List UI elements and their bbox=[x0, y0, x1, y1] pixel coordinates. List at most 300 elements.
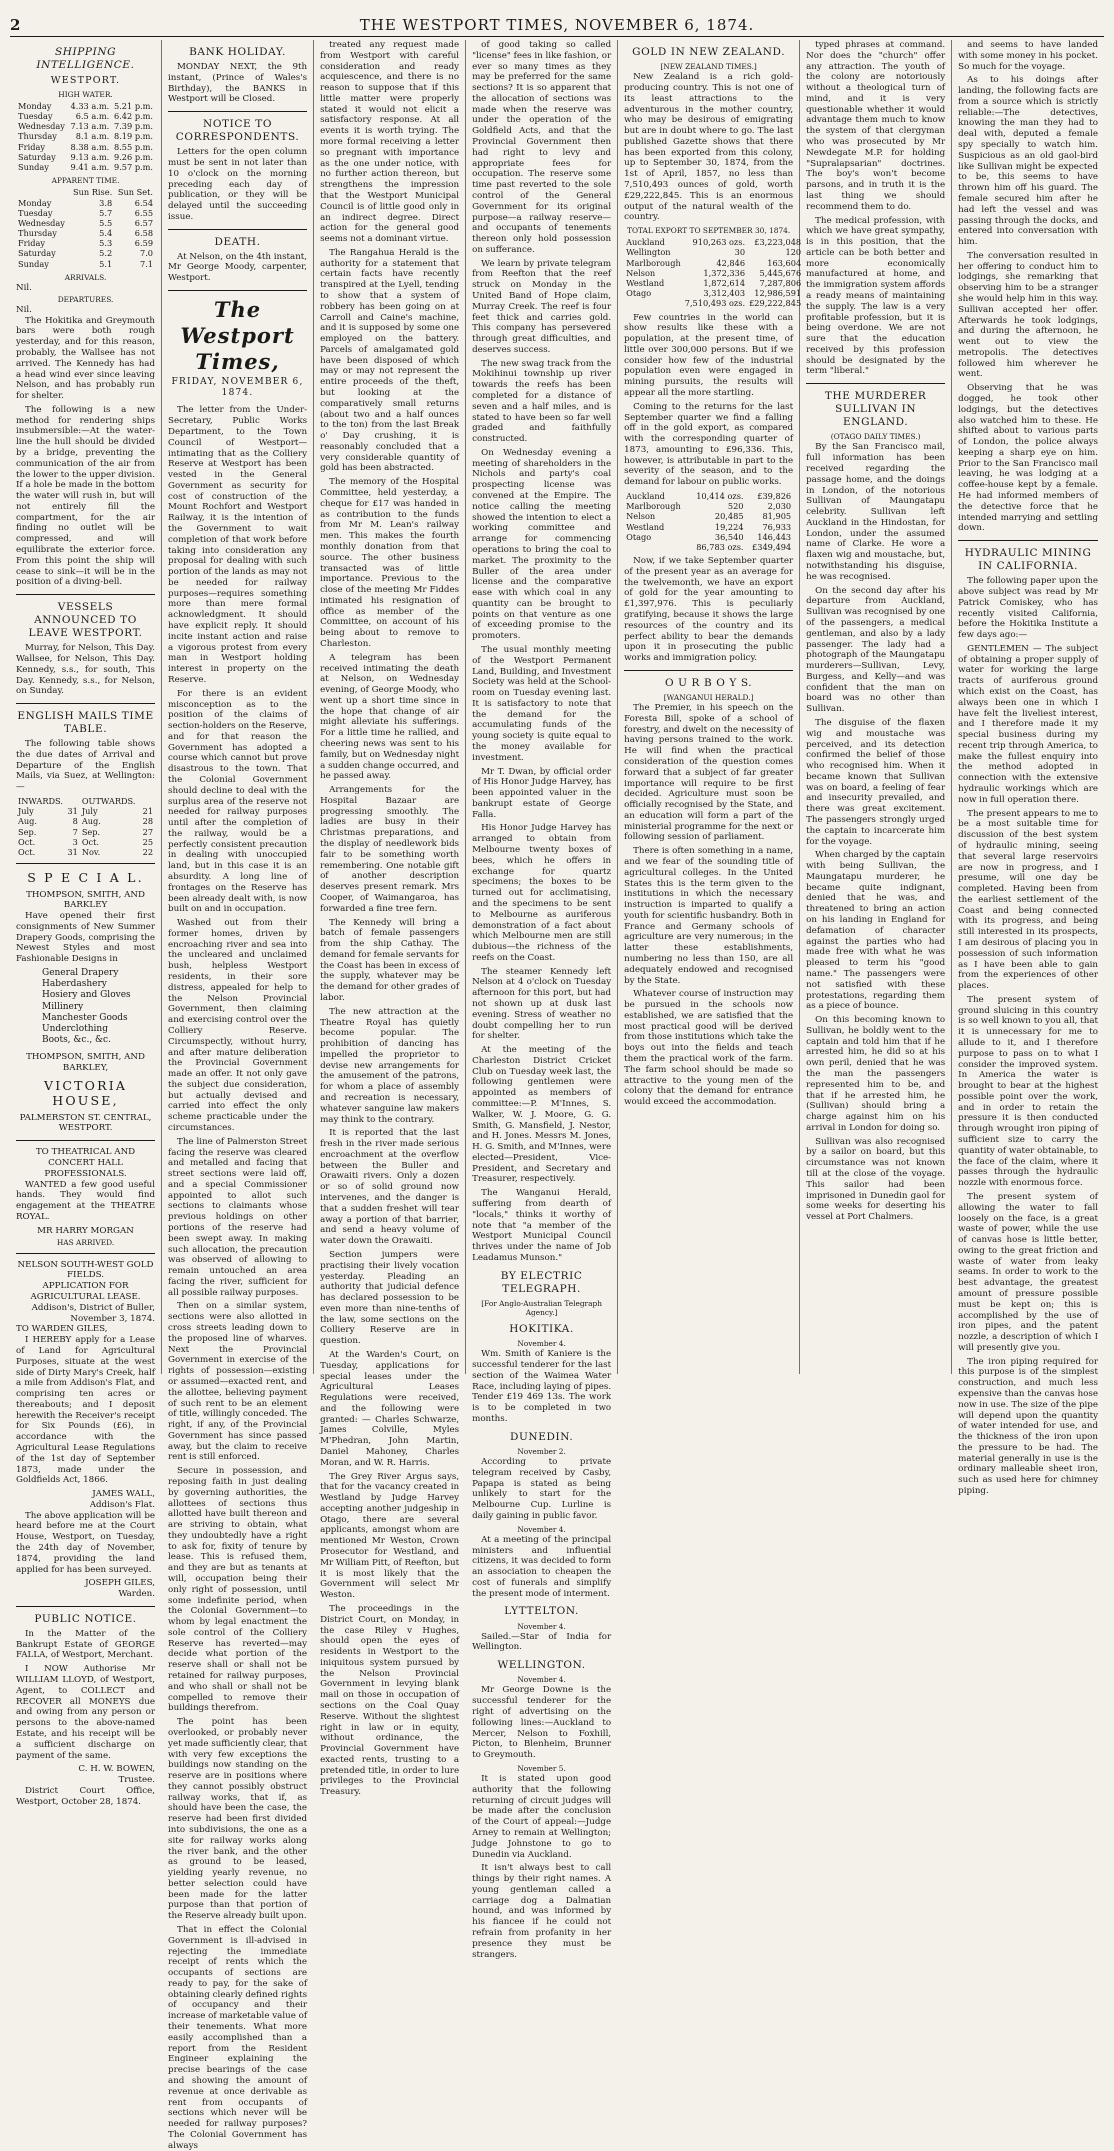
total-export-label: TOTAL EXPORT TO SEPTEMBER 30, 1874. bbox=[627, 226, 791, 236]
james-wall: JAMES WALL, bbox=[92, 1489, 156, 1500]
paragraph: The Rangahua Herald is the authority for a statement that certain facts have recently transpired at the Lyell, tending to show that a system of robbery has been going on at Carroll and Caine's machine, and it is supposed by some one employed on the battery. Parcels of amalgamated gold have been disposed of which may or may not represent the entire proceeds of the theft, but looking at the comparatively small returns (about two and a half ounces to the ton) from the last Break o' Day crushing, it is reasonably concluded that a very considerable quantity of gold has been abstracted. bbox=[320, 247, 460, 474]
paragraph: The point has been overlooked, or probably never yet made sufficiently clear, that with very few exceptions the buildings now standing on the reserve are in positions where they cannot possibly obstruct railway works, that if, as should have been the case, the reserve had been first divided into subdivisions, the one as a site for railway works along the river bank, and the other as ground to be leased, yielding yearly revenue, no better selection could have been made for the latter purpose than that portion of the Reserve already built upon. bbox=[168, 1717, 308, 1922]
column-header: INWARDS. bbox=[18, 796, 63, 807]
table-cell: Oct. bbox=[18, 846, 36, 857]
table-cell: July bbox=[18, 806, 34, 817]
sullivan-continued-1: and seems to have landed with some money in his pocket. So much for the voyage. bbox=[958, 40, 1099, 72]
table-cell: 9.13 a.m. bbox=[70, 151, 110, 162]
divider bbox=[168, 290, 307, 291]
table-cell: 120 bbox=[785, 247, 802, 258]
column-3 bbox=[314, 40, 466, 1798]
table-row bbox=[624, 237, 803, 247]
table-row bbox=[16, 101, 155, 111]
table-cell: Tuesday bbox=[18, 111, 53, 122]
gold-para-1: New Zealand is a rich gold-producing country. This is not one of its least attractions to the adventurous in the mother country, who may be desirous of emigrating but are in doubt where to go. The last published Gazette shows that there has been exported from this colony, up to September 30, 1874, from the 1st of April, 1857, no less than 7,510,493 ounces of gold, worth £29,222,845. This is an enormous output of the natural wealth of the country. bbox=[624, 72, 794, 223]
paragraph: The Grey River Argus says, that for the vacancy created in Westland by Judge Harvey accepting another judgeship in Otago, there are several applicants, amongst whom are mentioned Mr Weston, Crown Prosecutor for Westland, and Mr William Pitt, of Reefton, but it is most likely that the Government will select Mr Weston. bbox=[320, 1471, 460, 1601]
paragraph: treated any request made from Westport with careful consideration and ready acquiescence, and there is no reason to suppose that if this little matter were properly stated it would not elicit a satisfactory response. At all events it is worth trying. The more formal receiving a letter so pregnant with importance as the one under notice, with no further action thereon, but strengthens the impression that the Westport Municipal Council is of little good only in an indirect degree. Direct action for the general good seems not a dominant virtue. bbox=[320, 40, 460, 245]
addison-date: Addison's, District of Buller, November 3, 1874. bbox=[31, 1302, 156, 1324]
paragraph: The line of Palmerston Street facing the reserve was cleared and metalled and facing that street sections were laid off, and a special Commissioner appointed to allot such sections to claimants whose previous holdings on other portions of the reserve had been swept away. In making such allocation, the precaution was observed of allowing to remain untouched an area facing the river, sufficient for all possible railway purposes. bbox=[168, 1136, 308, 1298]
paragraph: The Wanganui Herald, suffering from dearth of "locals," thinks it worthy of note that "a member of the Westport Municipal Council thrives under the name of Job Leadamus Munson." bbox=[472, 1188, 612, 1263]
divider bbox=[16, 703, 155, 704]
trustee-title: Trustee. bbox=[118, 1775, 156, 1786]
bank-holiday-para: MONDAY NEXT, the 9th instant, (Prince of Wales's Birthday), the BANKS in Westport will be Closed. bbox=[168, 62, 308, 105]
table-cell: 7 bbox=[72, 826, 78, 837]
column-1 bbox=[10, 40, 162, 1807]
westport-subhead: WESTPORT. bbox=[50, 75, 121, 87]
departures-nil: Nil. bbox=[16, 304, 32, 315]
hydraulic-heading: HYDRAULIC MINING IN CALIFORNIA. bbox=[964, 547, 1092, 573]
table-row bbox=[16, 806, 155, 816]
table-cell: 8 bbox=[72, 816, 78, 827]
hydraulic-para-4: The present system of ground sluicing in this country is so well known to you all, that it is unnecessary for me to allude to it, and I therefore purpose to pass on to what I consider the improved system. In America the water is brought to bear at the highest possible point over the work, and in order to retain the pressure it is then conducted through wrought iron piping of sufficient size to carry the quantity of water obtainable, to the face of the claim, where it passes through the hydraulic nozzle with enormous force. bbox=[958, 994, 1099, 1189]
paragraph: The new swag track from the Mokihinui township up river towards the reefs has been completed for a distance of seven and a half miles, and is stated to have been so far well graded and faithfully constructed. bbox=[472, 358, 612, 445]
paragraph: We learn by private telegram from Reefton that the reef struck on Monday in the United Band of Hope claim, Murray Creek. The reef is four feet thick and carries gold. This company has persevered through great difficulties, and deserves success. bbox=[472, 258, 612, 355]
paragraph: Wm. Smith of Kaniere is the successful tenderer for the last section of the Waimea Water Race, including laying of pipes. Tender £19 469 13s. The work is to be completed in two months. bbox=[472, 1349, 612, 1424]
our-boys-heading: O U R B O Y S. bbox=[665, 676, 753, 689]
news-telegraph bbox=[472, 40, 611, 1960]
tsb-name-1: THOMPSON, SMITH, AND BARKLEY bbox=[26, 889, 145, 911]
table-row bbox=[624, 278, 803, 288]
shipping-para-2: The following is a new method for rendering ships insubmersible:—At the water-line the hull should be divided by a bridge, preventing the communication of the air from the lower to the upper division. If a hole be made in the bottom the water will rush in, but will not entirely fill the compartment, for the air finding no outlet will be compressed, and will equilibrate the exterior force. From this point the ship will cease to sink—it will be in the position of a diving-bell. bbox=[16, 404, 156, 588]
hydraulic-para-2: GENTLEMEN — The subject of obtaining a proper supply of water for working the large tracts of auriferous ground which exist on the Coast, has always been one in which I have felt the liveliest interest, and I therefore made it my special business during my recent trip through America, to make the fullest enquiry into the method adopted in connection with the extensive hydraulic workings which are now in full operation there. bbox=[958, 643, 1099, 805]
sullivan-continued-2: As to his doings after landing, the following facts are from a source which is strictly reliable:—The detectives, knowing the man they had to deal with, deputed a female spy specially to watch him. Suspicious as an old gaol-bird like Sullivan might be expected to be, this seems to have thrown him off his guard. The female secured him after he had left the vessel and was passing through the docks, and entered into conversation with him. bbox=[958, 75, 1099, 248]
table-cell: 9.26 p.m. bbox=[113, 151, 154, 162]
divider bbox=[16, 1140, 155, 1141]
column-5 bbox=[618, 40, 800, 1374]
vessels-list: Murray, for Nelson, This Day. Wallsee, for Nelson, This Day. Kennedy, s.s., for south, This Day. Kennedy, s.s., for Nelson, on Sunday. bbox=[16, 643, 156, 697]
table-cell: 30 bbox=[734, 247, 746, 258]
table-cell: Westland bbox=[626, 277, 665, 288]
table-cell bbox=[624, 542, 689, 552]
paragraph: The letter from the Under-Secretary, Public Works Department, to the Town Council of Westport—intimating that as the Colliery Reserve at Westport has been vested in the General Government as security for cost of construction of the Mount Rochfort and Westport Railway, it is the intention of the Government to wait completion of that work before taking into consideration any proposal for dealing with such portion of the lands as may not be needed for railway purposes—requires something more than mere formal acknowledgment. It should have explicit reply. It should incite instant action and raise a vigorous protest from every man in Westport holding interest in property on the Reserve. bbox=[168, 405, 308, 685]
section-heading: LYTTELTON. bbox=[504, 1605, 579, 1618]
list-item: Haberdashery bbox=[42, 979, 107, 990]
table-cell: 5.1 bbox=[99, 258, 113, 269]
table-cell: 3 bbox=[72, 836, 78, 847]
table-cell: 7,510,493 ozs. bbox=[684, 298, 746, 309]
table-cell: Sep. bbox=[18, 826, 37, 837]
table-cell: Friday bbox=[18, 141, 45, 152]
table-header-row bbox=[16, 796, 155, 806]
mails-intro: The following table shows the due dates of Arrival and Departure of the English Mails, via Suez, at Wellington:— bbox=[16, 739, 156, 793]
table-cell: Otago bbox=[626, 531, 652, 542]
paragraph: When charged by the captain with being Sullivan, the Maungatapu murderer, he became quite indignant, denied that he was, and threatened to bring an action on his landing in England for defamation of character against the parties who had made free with what he was pleased to term his "good name." The passengers were not satisfied with these protestations, regarding them as a piece of bounce. bbox=[806, 850, 946, 1012]
table-row bbox=[624, 542, 793, 552]
table-row bbox=[624, 501, 793, 511]
table-cell: 86,783 ozs. bbox=[696, 541, 744, 552]
table-cell: 9.57 p.m. bbox=[113, 162, 154, 172]
table-cell: 76,933 bbox=[762, 521, 792, 532]
table-cell: 5.5 bbox=[99, 217, 113, 228]
paragraph: On Wednesday evening a meeting of shareholders in the Nichols and party's coal prospecting license was convened at the Empire. The notice calling the meeting showed the intention to elect a working committee and arrange for commencing operations to bring the coal to market. The proximity to the Buller of the area under license and the comparative ease with which coal in any quantity can be brought to points on that venture as one of exceeding promise to the promoters. bbox=[472, 447, 612, 642]
section-subhead: November 4. bbox=[517, 1675, 566, 1685]
quarter-table bbox=[624, 491, 793, 552]
paragraph: The Premier, in his speech on the Foresta Bill, spoke of a school of forestry, and dwelt on the necessity of having persons trained to the work. He will find when the practical consideration of the question comes forward that a subject of far greater importance will require to be first decided. Agriculture must soon be officially recognised by the State, and an education will form a part of the ministerial programme for the next or following session of parliament. bbox=[624, 703, 794, 843]
paragraph: Sailed.—Star of India for Wellington. bbox=[472, 1631, 612, 1653]
list-item: Underclothing bbox=[42, 1023, 108, 1034]
table-row bbox=[624, 247, 803, 257]
mails-table bbox=[16, 796, 155, 857]
hydraulic-para-1: The following paper upon the above subject was read by Mr Patrick Comiskey, who has recently visited California, before the Hokitika Institute a few days ago:— bbox=[958, 576, 1099, 641]
table-cell: 3.8 bbox=[99, 197, 113, 208]
table-row bbox=[624, 522, 793, 532]
table-cell: Nov. bbox=[81, 846, 101, 857]
goods-list bbox=[42, 968, 155, 1046]
table-cell: 6.42 p.m. bbox=[113, 111, 154, 122]
paragraph: It is reported that the last fresh in the river made serious encroachment at the overflow between the Buller and Orawaiti rivers. Only a dozen or so of solid ground now intervenes, and the danger is that a sudden freshet will tear away a portion of that barrier, and send a heavy volume of water down the Orawaiti. bbox=[320, 1128, 460, 1247]
column-header: Sun Set. bbox=[117, 187, 154, 198]
table-cell: Nelson bbox=[626, 511, 656, 522]
table-row bbox=[16, 827, 155, 837]
table-cell: 27 bbox=[142, 826, 154, 837]
tsb-name-2: THOMPSON, SMITH, AND BARKLEY, bbox=[26, 1052, 145, 1073]
table-row bbox=[16, 238, 155, 248]
section-heading: BY ELECTRIC TELEGRAPH. bbox=[500, 1269, 583, 1295]
section-subhead: November 5. bbox=[517, 1763, 566, 1773]
table-cell: Auckland bbox=[626, 491, 665, 501]
table-cell: 6.54 bbox=[134, 197, 154, 208]
table-cell bbox=[624, 298, 683, 308]
section-subhead: [For Anglo-Australian Telegraph Agency.] bbox=[481, 1298, 602, 1317]
table-cell: 7.0 bbox=[140, 248, 154, 259]
table-row bbox=[624, 491, 793, 501]
palmerston-address: PALMERSTON ST. CENTRAL, WESTPORT. bbox=[19, 1112, 152, 1134]
table-row bbox=[16, 162, 155, 172]
table-cell: 3,312,403 bbox=[703, 288, 746, 299]
gold-heading: GOLD IN NEW ZEALAND. bbox=[632, 46, 786, 58]
paragraph: Whatever course of instruction may be pursued in the schools now established, we are satisfied that the most practical good will be derived from those institutions which take the boys out into the fields and teach them the practical work of the farm. The farm school should be made so attractive to the young men of the colony that the demand for entrance would exceed the accommodation. bbox=[624, 989, 794, 1108]
paragraph: Sullivan was also recognised by a sailor on board, but this circumstance was not known till at the close of the voyage. This sailor had been imprisoned in Dunedin gaol for some weeks for deserting his vessel at Port Chalmers. bbox=[806, 1136, 946, 1223]
departures-label: DEPARTURES. bbox=[57, 294, 114, 304]
paragraph: The usual monthly meeting of the Westport Permanent Land, Building, and Investment Society was held at the School-room on Tuesday evening last. It is satisfactory to note that the demand for the accumulating funds of the young society is quite equal to the money available for investment. bbox=[472, 644, 612, 763]
bank-holiday-heading: BANK HOLIDAY. bbox=[189, 46, 286, 58]
table-cell: 1,872,614 bbox=[703, 277, 746, 288]
table-row bbox=[624, 268, 803, 278]
table-cell: 31 bbox=[67, 846, 78, 857]
death-heading: DEATH. bbox=[214, 235, 261, 248]
table-cell: 6.57 bbox=[134, 217, 154, 228]
table-row bbox=[624, 288, 803, 298]
table-row bbox=[16, 248, 155, 258]
paragraph: There is often something in a name, and we fear of the sounding title of agricultural colleges. In the United States this is the term given to the institutions in which the necessary instruction is imparted to qualify a youth for scientific husbandry. Both in France and Germany schools of agriculture are very numerous; in the latter these establishments, numbering no less than 150, are all adequately endowed and recognised by the State. bbox=[624, 846, 794, 986]
table-cell: 6.55 bbox=[134, 207, 154, 218]
paragraph: According to private telegram received by Casby, Papapa is stated as being unlikely to start for the Melbourne Cup. Lurline is daily gaining in public favor. bbox=[472, 1456, 612, 1521]
hydraulic-para-3: The present appears to me to be a most suitable time for discussion of the best system of hydraulic mining, seeing that several large reservoirs are now in progress, and I presume, will one day be completed. Having been from the earliest settlement of the Coast and being connected with its progress, and being still interested in its prospects, I am desirous of placing you in possession of such information as I have been able to gain from the experiences of other places. bbox=[958, 808, 1099, 992]
theatrical-heading: TO THEATRICAL AND CONCERT HALL PROFESSIONALS. bbox=[35, 1147, 136, 1179]
tide-table bbox=[16, 101, 155, 172]
apparent-time-label: APPARENT TIME. bbox=[51, 176, 120, 186]
section-subhead: November 4. bbox=[517, 1339, 566, 1349]
divider bbox=[624, 670, 793, 671]
section-heading: DUNEDIN. bbox=[509, 1430, 574, 1443]
table-cell: Sunday bbox=[18, 162, 49, 172]
table-cell: 8.38 a.m. bbox=[70, 141, 110, 152]
table-cell: 19,224 bbox=[714, 521, 744, 532]
table-cell: 7,287,806 bbox=[759, 277, 802, 288]
table-cell: Monday bbox=[18, 100, 52, 111]
table-cell: 8.1 a.m. bbox=[75, 131, 110, 142]
murderer-source: (OTAGO DAILY TIMES.) bbox=[830, 432, 921, 442]
table-cell: 7.1 bbox=[140, 258, 154, 269]
paragraph: of good taking so called "license" fees in like fashion, or ever so many times as they may be preferred for the same sections? It is so apparent that the allocation of sections was made when the reserve was under the operation of the Goldfield Acts, and that the Provincial Government then had right to levy and appropriate fees for occupation. The reserve some time past reverted to the sole control of the General Government for its original purpose—a railway reserve—and occupants of tenements thereon only hold possession on sufferance. bbox=[472, 40, 612, 255]
paragraph: At the meeting of the Charleston District Cricket Club on Tuesday week last, the following gentlemen were appointed as members of committee:—P. M'Innes, S. Walker, W. J. Moore, G. G. Smith, G. Mansfield, J. Nestor, and H. Jones. Messrs M. Jones, H. G. Smith, and M'Innes, were elected—President, Vice-President, and Secretary and Treasurer, respectively. bbox=[472, 1045, 612, 1185]
divider bbox=[958, 540, 1098, 541]
table-cell: Aug. bbox=[81, 816, 101, 827]
table-cell: Oct. bbox=[18, 836, 36, 847]
table-cell: £39,826 bbox=[757, 491, 792, 501]
table-cell: 31 bbox=[67, 806, 78, 817]
murderer-body bbox=[806, 442, 945, 1222]
shipping-para-1: The Hokitika and Greymouth bars were both rough yesterday, and for this reason, probably, the Wallsee has not arrived. The Kennedy has had a head wind ever since leaving Nelson, and has probably run for shelter. bbox=[16, 315, 156, 402]
table-cell: 6.58 bbox=[134, 228, 154, 239]
list-item: Millinery bbox=[42, 1001, 84, 1012]
tsb-para: Have opened their first consignments of New Summer Drapery Goods, comprising the Newest Styles and most Fashionable Designs in bbox=[16, 911, 156, 965]
table-cell: 12,986,591 bbox=[754, 288, 802, 299]
table-row bbox=[624, 532, 793, 542]
paragraph: The Kennedy will bring a batch of female passengers from the ship Cathay. The demand for female servants for the Coast has been in excess of the supply, whatever may be the demand for other grades of labor. bbox=[320, 917, 460, 1003]
table-header-row bbox=[16, 187, 155, 197]
morgan-name: MR HARRY MORGAN bbox=[37, 1225, 134, 1236]
paragraph: Section jumpers were practising their lively vocation yesterday. Pleading an authority that judicial defence has declared possession to be even more than nine-tenths of the law, some sections on the Colliery Reserve are in question. bbox=[320, 1249, 460, 1347]
table-row bbox=[16, 142, 155, 152]
section-heading: WELLINGTON. bbox=[497, 1659, 586, 1672]
table-cell: 20,485 bbox=[714, 511, 744, 522]
paragraph: On the second day after his departure from Auckland, Sullivan was recognised by one of the passengers, a medical gentleman, and also by a lady passenger. The lady had a photograph of the Maungatapu murderers—Sullivan, Levy, Burgess, and Kelly—and was confident that the man on board was no other than Sullivan. bbox=[806, 585, 946, 715]
list-item: Hosiery and Gloves bbox=[42, 990, 131, 1001]
paragraph: Mr T. Dwan, by official order of His Honor Judge Harvey, has been appointed valuer in the bankrupt estate of George Falla. bbox=[472, 766, 612, 820]
column-header: OUTWARDS. bbox=[81, 796, 136, 807]
boys-source: [WANGANUI HERALD.] bbox=[663, 692, 754, 702]
table-cell: 22 bbox=[142, 846, 154, 857]
paragraph: The new attraction at the Theatre Royal has quietly become popular. The prohibition of dancing has impelled the proprietor to devise new arrangements for the amusement of the patrons, for whom a place of assembly and recreation is necessary, whatever sanguine law makers may think to the contrary. bbox=[320, 1006, 460, 1125]
paragraph: Secure in possession, and reposing faith in just dealing by governing authorities, the allottees of sections thus allotted have built thereon and are striving to obtain, what they undoubtedly have a right to ask for, fixity of tenure by lease. This is refused them, and they are but as tenants at will, occupation being their only right of possession, until some indefinite period, when the Colonial Government—to whom by legal enactment the sole control of the Colliery Reserve has reverted—may decide what portion of the reserve shall or shall not be retained for railway purposes, and who shall or shall not be compelled to remove their buildings therefrom. bbox=[168, 1466, 308, 1714]
divider bbox=[806, 383, 945, 384]
column-6 bbox=[800, 40, 952, 1374]
sullivan-continued-3: The conversation resulted in her offering to conduct him to lodgings, she remarking that observing him to be a stranger she would help him in this way. Sullivan accepted her offer. Afterwards he took lodgings, and during the afternoon, he went out to view the metropolis. The detectives followed him wherever he went. bbox=[958, 250, 1099, 380]
table-cell: £3,223,048 bbox=[754, 237, 802, 248]
table-cell: Wellington bbox=[626, 247, 671, 258]
gold-source: [NEW ZEALAND TIMES.] bbox=[660, 62, 757, 72]
table-cell: 5.2 bbox=[99, 248, 113, 259]
vessels-heading: VESSELS ANNOUNCED TO LEAVE WESTPORT. bbox=[28, 601, 143, 640]
table-cell: £349,494 bbox=[752, 541, 792, 552]
table-cell: 5.3 bbox=[99, 238, 113, 249]
paragraph: His Honor Judge Harvey has arranged to obtain from Melbourne twenty boxes of bees, which he offers in exchange for quartz specimens; the boxes to be turned out for acclimatising, and the specimens to be sent to Melbourne as auriferous demonstration of a fact about which Melbourne men are still dubious—the richness of the reefs on the Coast. bbox=[472, 823, 612, 963]
table-cell: 520 bbox=[727, 501, 744, 512]
table-row bbox=[16, 121, 155, 131]
table-cell: Thursday bbox=[18, 131, 57, 142]
table-cell: Otago bbox=[626, 288, 652, 299]
table-cell: 28 bbox=[142, 816, 154, 827]
table-row bbox=[16, 131, 155, 141]
table-cell: 4.33 a.m. bbox=[70, 100, 110, 111]
paragraph: The proceedings in the District Court, on Monday, in the case Riley v Hughes, should open the eyes of residents in Westport to the iniquitous system pursued by the Nelson Provincial Government in levying blank mail on those in occupation of sections on the Coal Quay Reserve. Without the slightest right in law or in equity, without ordinance, the Provincial Government have exacted rents, trusting to a pretended title, in order to lure privileges to the Provincial Treasury. bbox=[320, 1603, 460, 1798]
notice-para: Letters for the open column must be sent in not later than 10 o'clock on the morning preceding each day of publication, or they will be delayed until the succeeding issue. bbox=[168, 147, 308, 222]
table-row bbox=[16, 152, 155, 162]
mails-heading: ENGLISH MAILS TIME TABLE. bbox=[17, 710, 154, 736]
lease-para: I HEREBY apply for a Lease of Land for Agricultural Purposes, situate at the west side of Dirty Mary's Creek, half a mile from Addison's Flat, and comprising ten acres or thereabouts; and I deposit herewith the Receiver's receipt for Six Pounds (£6), in accordance with the Agricultural Lease Regulations of the 1st day of September 1873, made under the Goldfields Act, 1866. bbox=[16, 1335, 156, 1486]
table-cell: 146,443 bbox=[757, 531, 792, 542]
falla-para: In the Matter of the Bankrupt Estate of GEORGE FALLA, of Westport, Merchant. bbox=[16, 1628, 156, 1661]
table-cell: 6.5 a.m. bbox=[75, 111, 110, 122]
table-cell: Nelson bbox=[626, 267, 656, 278]
paragraph: It isn't always best to call things by their right names. A young gentleman called a carriage dog a Dalmatian hound, and was informed by his fiancee if he could not refrain from profanity in her presence they must be strangers. bbox=[472, 1863, 612, 1960]
columns bbox=[10, 40, 1104, 2151]
divider bbox=[16, 863, 155, 864]
addisons-flat: Addison's Flat. bbox=[89, 1499, 156, 1510]
table-cell: Marlborough bbox=[626, 501, 681, 512]
nelson-gold-heading: NELSON SOUTH-WEST GOLD FIELDS. bbox=[17, 1259, 154, 1281]
table-cell: Friday bbox=[18, 238, 45, 249]
table-cell: Oct. bbox=[81, 836, 100, 847]
lloyd-para: I NOW Authorise Mr WILLIAM LLOYD, of Westport, Agent, to COLLECT and RECOVER all MONEYS due and owing from any person or persons to the above-named Estate, and his receipt will be a sufficient discharge on payment of the same. bbox=[16, 1664, 156, 1761]
table-row bbox=[16, 847, 155, 857]
arrivals-label: ARRIVALS. bbox=[64, 272, 107, 282]
table-row bbox=[16, 228, 155, 238]
paragraph: Arrangements for the Hospital Bazaar are progressing smoothly. The ladies are busy in their Christmas preparations, and the display of needlework bids fair to be something worth remembering. One notable gift of another description deserves present remark. Mrs Cooper, of Waimangaroa, has forwarded a fine tree fern. bbox=[320, 785, 460, 914]
table-cell: 9.41 a.m. bbox=[70, 162, 110, 172]
paragraph: Mr George Downe is the successful tenderer for the right of advertising on the following lines:—Auckland to Mercer, Nelson to Foxhill, Picton, to Blenheim, Brunner to Greymouth. bbox=[472, 1685, 612, 1761]
table-cell: 10,414 ozs. bbox=[696, 491, 744, 501]
divider bbox=[16, 594, 155, 595]
list-item: Boots, &c., &c. bbox=[42, 1034, 111, 1045]
table-row bbox=[16, 198, 155, 208]
column-header bbox=[16, 187, 69, 197]
export-table bbox=[624, 237, 803, 308]
public-notice-heading: PUBLIC NOTICE. bbox=[34, 1612, 137, 1625]
paragraph: On this becoming known to Sullivan, he boldly went to the captain and told him that if he arrested him, he did so at his own peril, denied that he was the man the passengers represented him to be, and that if he arrested him, he (Sullivan) should bring a charge against him on his arrival in London for doing so. bbox=[806, 1015, 946, 1133]
table-cell: 8.55 p.m. bbox=[113, 141, 154, 152]
table-cell: 8.19 p.m. bbox=[113, 131, 154, 142]
table-cell: Wednesday bbox=[18, 217, 65, 228]
paragraph: At a meeting of the principal ministers and influential citizens, it was decided to form an association to cheapen the cost of funerals and simplify the present mode of interment. bbox=[472, 1534, 612, 1599]
boys-continued-1: typed phrases at command. Nor does the "church" offer any attraction. The youth of the colony are notoriously without a theological turn of mind, and it is very questionable whether it would advantage them much to know the system of that clergyman who was prosecuted by Mr Newdegate M.P. for holding "Supralapsarian" doctrines. The boy's won't become parsons, and in truth it is the last thing we should recommend them to do. bbox=[806, 40, 946, 212]
newspaper-header: THE WESTPORT TIMES, NOVEMBER 6, 1874. bbox=[359, 16, 755, 34]
table-cell: Wednesday bbox=[18, 121, 65, 132]
table-cell: Auckland bbox=[626, 237, 665, 248]
hearing-para: The above application will be heard before me at the Court House, Westport, on Tuesday, the 24th day of November, 1874, providing the land applied for has been surveyed. bbox=[16, 1510, 156, 1575]
wanted-para: WANTED a few good useful hands. They would find engagement at the THEATRE ROYAL. bbox=[16, 1179, 156, 1222]
table-row bbox=[16, 208, 155, 218]
table-cell: 5,445,676 bbox=[759, 267, 802, 278]
table-cell: Saturday bbox=[18, 248, 56, 259]
paragraph: That in effect the Colonial Government is ill-advised in rejecting the immediate receipt of rents which the occupants of sections are ready to pay, for the sake of obtaining clearly defined rights of occupancy and their increase of marketable value of their tenements. What more easily accomplished than a report from the Resident Engineer explaining the precise bearings of the case and showing the amount of revenue at once derivable as rent from occupants of sections which never will be needed for railway purposes? The Colonial Government has always bbox=[168, 1925, 308, 2151]
table-cell: Westland bbox=[626, 521, 665, 532]
victoria-house: VICTORIA HOUSE, bbox=[43, 1077, 128, 1109]
table-cell: Aug. bbox=[18, 816, 38, 827]
paragraph: At the Warden's Court, on Tuesday, applications for special leases under the Agricultural Leases Regulations were received, and the following were granted: — Charles Schwarze, James Colville, Myles M'Phedran, John Martin, Daniel Mahoney, Charles Moran, and W. R. Harris. bbox=[320, 1349, 460, 1468]
table-cell: 1,372,336 bbox=[703, 267, 746, 278]
section-heading: HOKITIKA. bbox=[509, 1323, 574, 1336]
table-cell: 7.13 a.m. bbox=[70, 121, 110, 132]
special-heading: S P E C I A L. bbox=[27, 870, 144, 886]
to-warden: TO WARDEN GILES, bbox=[16, 1324, 108, 1335]
table-cell: 2,030 bbox=[767, 501, 792, 512]
paragraph: The memory of the Hospital Committee, held yesterday, a cheque for £17 was handed in as contribution to the funds from Mr M. Lean's railway men. This makes the fourth monthly donation from that source. The other business transacted was of little importance. Previous to the close of the meeting Mr Fiddes intimated his resignation of office as member of the Committee, on account of his being about to remove to Charleston. bbox=[320, 477, 460, 649]
table-cell: 21 bbox=[142, 806, 154, 817]
shipping-heading: SHIPPING INTELLIGENCE. bbox=[36, 46, 135, 72]
paper-title: The Westport Times, bbox=[180, 297, 295, 375]
paragraph: Then on a similar system, sections were also allotted in cross streets leading down to the proposed line of wharves. Next the Provincial Government in exercise of the rights of possession—existing or assumed—exacted rent, and the allottee, believing payment of such rent to be an element of title, willingly conceded. The right, if any, of the Provincial Government has since passed away, but the claim to receive rent is still enforced. bbox=[168, 1301, 308, 1463]
paragraph: A telegram has been received intimating the death at Nelson, on Wednesday evening, of George Moody, who went up a short time since in the hope that change of air might alleviate his sufferings. For a little time he rallied, and cheering news was sent to his family, but on Wednesday night a sudden change occurred, and he passed away. bbox=[320, 652, 460, 782]
table-row bbox=[16, 218, 155, 228]
table-cell: 81,905 bbox=[762, 511, 792, 522]
paragraph: The disguise of the flaxen wig and moustache was perceived, and its detection confirmed the belief of those who recognised him. When it became known that Sullivan was on board, a feeling of fear and insecurity prevailed, and there was great excitement. The passengers strongly urged the captain to incarcerate him for the voyage. bbox=[806, 717, 946, 847]
sun-table bbox=[16, 187, 155, 268]
table-cell: £29,222,845 bbox=[749, 298, 802, 309]
divider bbox=[168, 111, 307, 112]
table-row bbox=[16, 837, 155, 847]
table-cell: 5.4 bbox=[99, 228, 113, 239]
table-cell: Thursday bbox=[18, 228, 57, 239]
hydraulic-para-6: The iron piping required for this purpose is of the simplest construction, and much less expensive than the canvas hose now in use. The size of the pipe will depend upon the quantity of water intended for use, and the thickness of the iron upon the pressure to be had. The material generally in use is the ordinary malleable sheet iron, such as used here for chimney piping. bbox=[958, 1356, 1099, 1497]
section-subhead: November 4. bbox=[517, 1621, 566, 1631]
table-row bbox=[624, 258, 803, 268]
table-cell: 25 bbox=[142, 836, 154, 847]
divider bbox=[16, 1606, 155, 1607]
editorial-body bbox=[168, 405, 307, 2151]
bowen-name: C. H. W. BOWEN, bbox=[78, 1764, 156, 1775]
table-cell: Tuesday bbox=[18, 207, 53, 218]
column-4 bbox=[466, 40, 618, 1960]
table-cell: Marlborough bbox=[626, 257, 681, 268]
warden-title: Warden. bbox=[118, 1589, 156, 1600]
table-cell: 7.39 p.m. bbox=[113, 121, 154, 132]
column-header: Sun Rise. bbox=[73, 187, 113, 198]
table-cell: Saturday bbox=[18, 151, 56, 162]
table-cell: Sunday bbox=[18, 258, 49, 269]
table-row bbox=[624, 511, 793, 521]
table-cell: 163,604 bbox=[767, 257, 802, 268]
hydraulic-para-5: The present system of allowing the water to fall loosely on the face, is a great waste of power, while the use of canvas hose is little better, owing to the great friction and waste of water from leaky seams. In order to work to the best advantage, the greatest amount of pressure possible must be kept on; this is accomplished by the use of iron pipes, and the patent nozzle, a description of which I will presently give you. bbox=[958, 1191, 1099, 1353]
arrivals-nil: Nil. bbox=[16, 282, 32, 293]
application-heading: APPLICATION FOR AGRICULTURAL LEASE. bbox=[30, 1281, 141, 1303]
gold-para-2: Few countries in the world can show results like these with a population, at the present time, of little over 300,000 persons. But if we consider how few of the industrial population even were engaged in mining pursuits, the results will appear all the more startling. bbox=[624, 312, 794, 398]
editorial-dateline: FRIDAY, NOVEMBER 6, 1874. bbox=[171, 377, 304, 399]
section-subhead: November 4. bbox=[517, 1524, 566, 1534]
local-news bbox=[320, 40, 459, 1798]
divider bbox=[168, 229, 307, 230]
paragraph: The steamer Kennedy left Nelson at 4 o'clock on Tuesday afternoon for this port, but had not shown up at dusk last evening. Stress of weather no doubt compelling her to run for shelter. bbox=[472, 966, 612, 1042]
table-row bbox=[624, 298, 803, 308]
table-row bbox=[16, 259, 155, 269]
our-boys-body bbox=[624, 703, 793, 1108]
table-cell: 5.7 bbox=[99, 207, 113, 218]
page-number: 2 bbox=[10, 16, 22, 34]
gold-para-4: Now, if we take September quarter of the present year as an average for the twelvemonth, we have an export of gold for the year amounting to £1,397,976. This is peculiarly gratifying, because it shows the large resources of the country and its perfect ability to bear the demands upon it in prosecuting the public works and immigration policy. bbox=[624, 556, 794, 664]
list-item: General Drapery bbox=[42, 968, 119, 979]
table-cell: 5.21 p.m. bbox=[113, 100, 154, 111]
table-cell: Monday bbox=[18, 197, 52, 208]
masthead bbox=[10, 14, 1104, 37]
high-water-label: HIGH WATER. bbox=[58, 89, 113, 99]
district-court: District Court Office, Westport, October 28, 1874. bbox=[16, 1785, 156, 1807]
boys-continued-2: The medical profession, with which we have great sympathy, is in this position, that the article can be both better and more economically manufactured at home, and the immigration system affords a ready means of maintaining the supply. The law is a very profitable profession, but it is being overdone. We are not sure that the education received by this profession should be designated by the term "liberal." bbox=[806, 215, 946, 377]
table-cell: July bbox=[81, 806, 98, 817]
table-cell: 910,263 ozs. bbox=[692, 237, 746, 248]
table-row bbox=[16, 816, 155, 826]
divider bbox=[16, 1253, 155, 1254]
column-2 bbox=[162, 40, 314, 2151]
notice-heading: NOTICE TO CORRESPONDENTS. bbox=[175, 118, 300, 144]
paragraph: It is stated upon good authority that the following returning of circuit judges will be made after the conclusion of the Court of appeal:—Judge Arney to remain at Wellington; Judge Johnstone to go to Dunedin via Auckland. bbox=[472, 1774, 612, 1860]
table-cell: 36,540 bbox=[714, 531, 744, 542]
section-subhead: November 2. bbox=[517, 1446, 566, 1456]
paragraph: By the San Francisco mail, full information has been received regarding the passage home, and the doings in London, of the notorious Sullivan of Maungatapu celebrity. Sullivan left Auckland in the Hindostan, for London, under the assumed name of Clarke. He wore a flaxen wig and moustache, but, notwithstanding his disguise, he was recognised. bbox=[806, 442, 946, 582]
joseph-giles: JOSEPH GILES, bbox=[85, 1578, 156, 1589]
table-row bbox=[16, 111, 155, 121]
column-7 bbox=[952, 40, 1104, 1497]
